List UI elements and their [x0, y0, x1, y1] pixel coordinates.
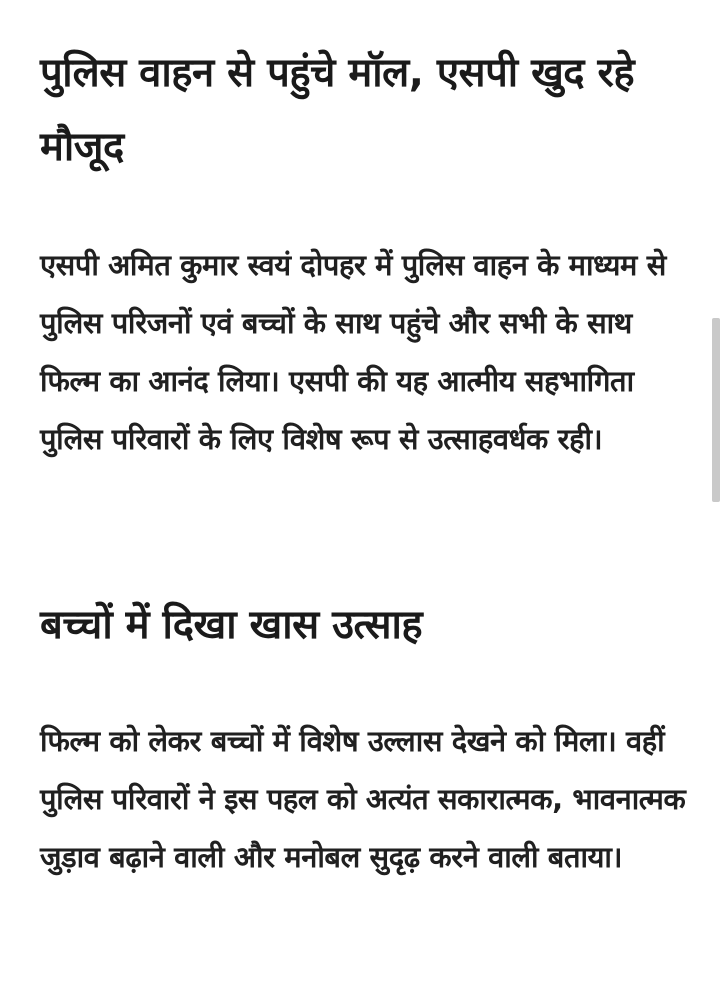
section-heading-children-enthusiasm: बच्चों में दिखा खास उत्साह	[40, 602, 423, 648]
section-paragraph-sp-presence: एसपी अमित कुमार स्वयं दोपहर में पुलिस वाहन के माध्यम से पुलिस परिजनों एवं बच्चों के साथ पहुंचे और सभी के साथ फिल्म का आनंद लिया। एसपी की यह आत्मीय सहभागिता पुलिस परिवारों के लिए विशेष रूप से उत्साहवर्धक रही।	[40, 248, 666, 456]
section-heading-police-vehicle: पुलिस वाहन से पहुंचे मॉल, एसपी खुद रहे मौजूद	[40, 50, 635, 170]
section-paragraph-children-joy: फिल्म को लेकर बच्चों में विशेष उल्लास देखने को मिला। वहीं पुलिस परिवारों ने इस पहल को अत्यंत सकारात्मक, भावनात्मक जुड़ाव बढ़ाने वाली और मनोबल सुदृढ़ करने वाली बताया।	[40, 724, 686, 874]
vertical-scrollbar-thumb[interactable]	[712, 318, 720, 502]
